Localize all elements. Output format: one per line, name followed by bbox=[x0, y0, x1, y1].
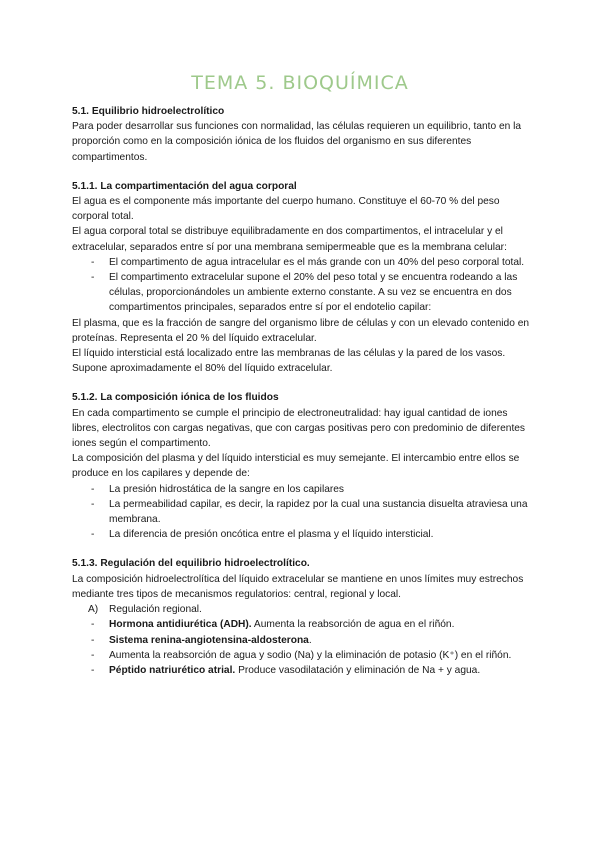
paragraph: El agua es el componente más importante del cuerpo humano. Constituye el 60-70 % del peso corporal total. bbox=[72, 196, 500, 223]
list-item bbox=[72, 617, 532, 632]
list-item: - La diferencia de presión oncótica entre el plasma y el líquido intersticial. bbox=[72, 527, 532, 542]
bullet-list bbox=[72, 255, 532, 316]
paragraph: El plasma, que es la fracción de sangre del organismo libre de células y con un elevado contenido en proteínas. Representa el 20 % del líquido extracelular. bbox=[72, 317, 530, 344]
section-heading: 5.1.3. Regulación del equilibrio hidroelectrolítico. bbox=[72, 558, 310, 570]
section-heading: 5.1. Equilibrio hidroelectrolítico bbox=[72, 106, 225, 117]
page-title: TEMA 5. BIOQUÍMICA bbox=[191, 72, 409, 94]
item-text: Aumenta la reabsorción de agua en el riñón. bbox=[251, 619, 455, 631]
list-item: - La presión hidrostática de la sangre en los capilares bbox=[72, 482, 532, 497]
bullet-list bbox=[72, 617, 532, 678]
bold-term: Hormona antidiurética (ADH). bbox=[109, 619, 252, 631]
paragraph: El líquido intersticial está localizado entre las membranas de las células y la pared de los vasos. Supone aproximadamente el 80% del líquido extracelular. bbox=[72, 348, 506, 375]
paragraph: La composición hidroelectrolítica del líquido extracelular se mantiene en unos límites muy estrechos mediante tres tipos de mecanismos regulatorios: central, regional y local. bbox=[72, 573, 524, 600]
bold-term: Péptido natriurético atrial. bbox=[109, 664, 236, 676]
document-body bbox=[72, 104, 532, 678]
list-item: A) Regulación regional. bbox=[72, 602, 532, 617]
section-heading: 5.1.2. La composición iónica de los fluidos bbox=[72, 392, 279, 404]
paragraph: La composición del plasma y del líquido intersticial es muy semejante. El intercambio entre ellos se produce en los capilares y depende de: bbox=[72, 453, 520, 480]
paragraph: El agua corporal total se distribuye equilibradamente en dos compartimentos, el intracelular y el extracelular, separados entre sí por una membrana semipermeable que es la membrana celular: bbox=[72, 226, 507, 253]
bullet-list bbox=[72, 482, 532, 543]
list-item: - La permeabilidad capilar, es decir, la rapidez por la cual una sustancia disuelta atraviesa una membrana. bbox=[72, 497, 532, 527]
section-heading: 5.1.1. La compartimentación del agua corporal bbox=[72, 180, 297, 192]
paragraph: Para poder desarrollar sus funciones con normalidad, las células requieren un equilibrio, tanto en la proporción como en la composición iónica de los fluidos del organismo en sus diferentes compartimentos. bbox=[72, 121, 522, 163]
list-item bbox=[72, 663, 532, 678]
list-item bbox=[72, 633, 532, 648]
bold-term: Sistema renina-angiotensina-aldosterona bbox=[109, 634, 309, 646]
list-item: - Aumenta la reabsorción de agua y sodio (Na) y la eliminación de potasio (K⁺) en el riñón. bbox=[72, 648, 532, 663]
lettered-list bbox=[72, 602, 532, 617]
item-text: . bbox=[308, 634, 312, 646]
list-item: - El compartimento de agua intracelular es el más grande con un 40% del peso corporal total. bbox=[72, 255, 532, 270]
item-text: Produce vasodilatación y eliminación de Na + y agua. bbox=[235, 664, 481, 676]
list-item: - El compartimento extracelular supone el 20% del peso total y se encuentra rodeando a las células, proporcionándoles un ambiente externo constante. A su vez se encuentra en dos compartimentos principales, separados entre sí por el endotelio capilar: bbox=[72, 270, 532, 316]
paragraph: En cada compartimento se cumple el principio de electroneutralidad: hay igual cantidad de iones libres, electrolitos con cargas negativas, que con cargas positivas pero con predominio de diferentes iones según el compartimento. bbox=[72, 407, 526, 450]
